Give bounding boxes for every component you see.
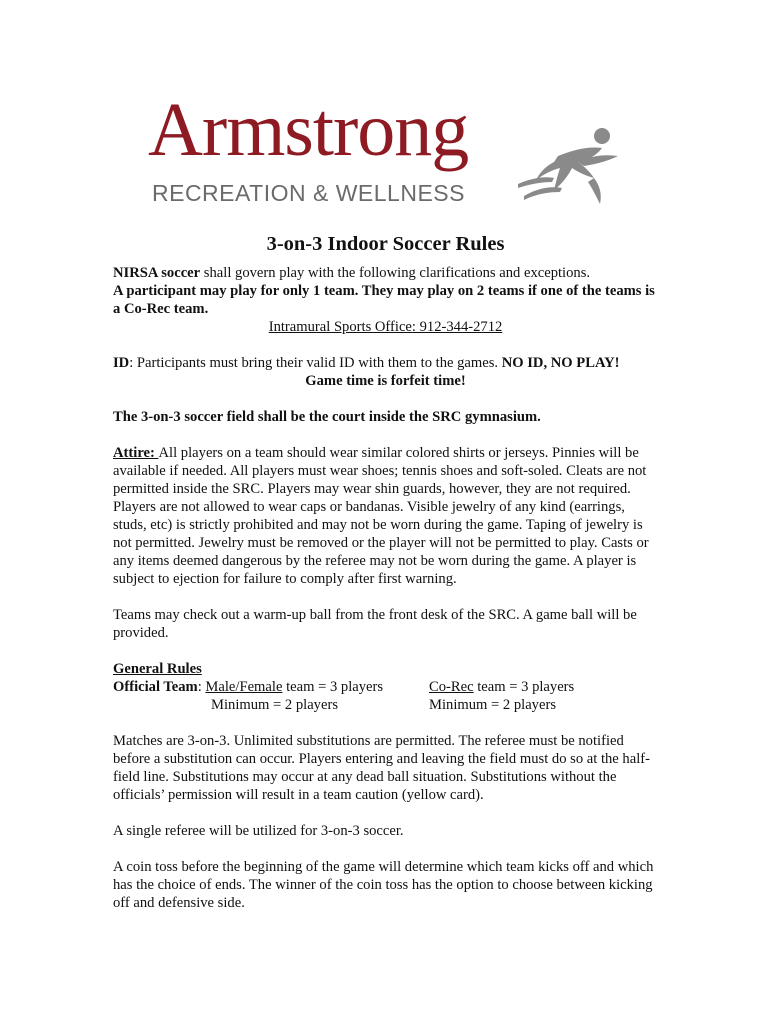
matches-paragraph: Matches are 3-on-3. Unlimited substitutions are permitted. The referee must be notified before a substitution can occur. Players entering and leaving the field must do so at the half-field line. Substitutions may occur at any dead ball situation. Substitutions without the officials’ permission will result in a team caution (yellow card). [113,733,650,803]
team-size-row: Official Team: Male/Female team = 3 players Co-Rec team = 3 players [113,679,575,695]
official-team-label: Official Team [113,679,198,695]
forfeit-text: Game time is forfeit time! [305,373,466,389]
id-label: ID [113,355,130,371]
armstrong-logo [148,88,628,220]
id-paragraph [113,354,658,372]
rules-body [113,232,658,912]
coin-toss-paragraph: A coin toss before the beginning of the game will determine which team kicks off and which has the choice of ends. The winner of the coin toss has the option to choose between kicking off and defensive side. [113,859,654,911]
general-rules-heading: General Rules [113,661,202,677]
corec-minimum: Minimum = 2 players [429,697,556,713]
referee-paragraph: A single referee will be utilized for 3-on-3 soccer. [113,823,404,839]
runner-icon [518,126,628,210]
attire-paragraph [113,444,658,588]
nirsa-text: shall govern play with the following clarifications and exceptions. [200,265,591,281]
attire-label: Attire: [113,445,159,461]
team-minimum-row [113,696,658,714]
warmup-paragraph: Teams may check out a warm-up ball from the front desk of the SRC. A game ball will be provided. [113,607,637,641]
logo-subtitle: RECREATION & WELLNESS [152,180,465,206]
mf-team-size: team = 3 players [282,679,384,695]
corec-team-size: team = 3 players [473,679,575,695]
office-phone: Intramural Sports Office: 912-344-2712 [268,319,503,335]
nirsa-bold: NIRSA soccer [113,265,201,281]
id-text: : Participants must bring their valid ID with them to the games. [129,355,502,371]
mf-minimum: Minimum = 2 players [211,697,338,713]
attire-text: All players on a team should wear similar colored shirts or jerseys. Pinnies will be available if needed. All players must wear shoes; tennis shoes and soft-soled. Cleats are not permitted inside the SRC. Players may wear shin guards, however, they are not required. Players are not allowed to wear caps or bandanas. Visible jewelry of any kind (earrings, studs, etc) is strictly prohibited and may not be worn during the game. Taping of jewelry is not permitted. Jewelry must be removed or the player will not be permitted to play. Casts or any items deemed dangerous by the referee may not be worn during the game. A player is subject to ejection for failure to comply after first warning. [113,445,649,587]
nirsa-paragraph [113,264,658,282]
male-female-label: Male/Female [205,679,283,695]
page-title: 3-on-3 Indoor Soccer Rules [266,233,505,255]
no-id-text: NO ID, NO PLAY! [501,355,620,371]
field-text: The 3-on-3 soccer field shall be the court inside the SRC gymnasium. [113,409,541,425]
participant-rule: A participant may play for only 1 team. They may play on 2 teams if one of the teams is a Co-Rec team. [113,283,655,317]
corec-label: Co-Rec [429,679,474,695]
logo-wordmark: Armstrong [148,88,469,172]
